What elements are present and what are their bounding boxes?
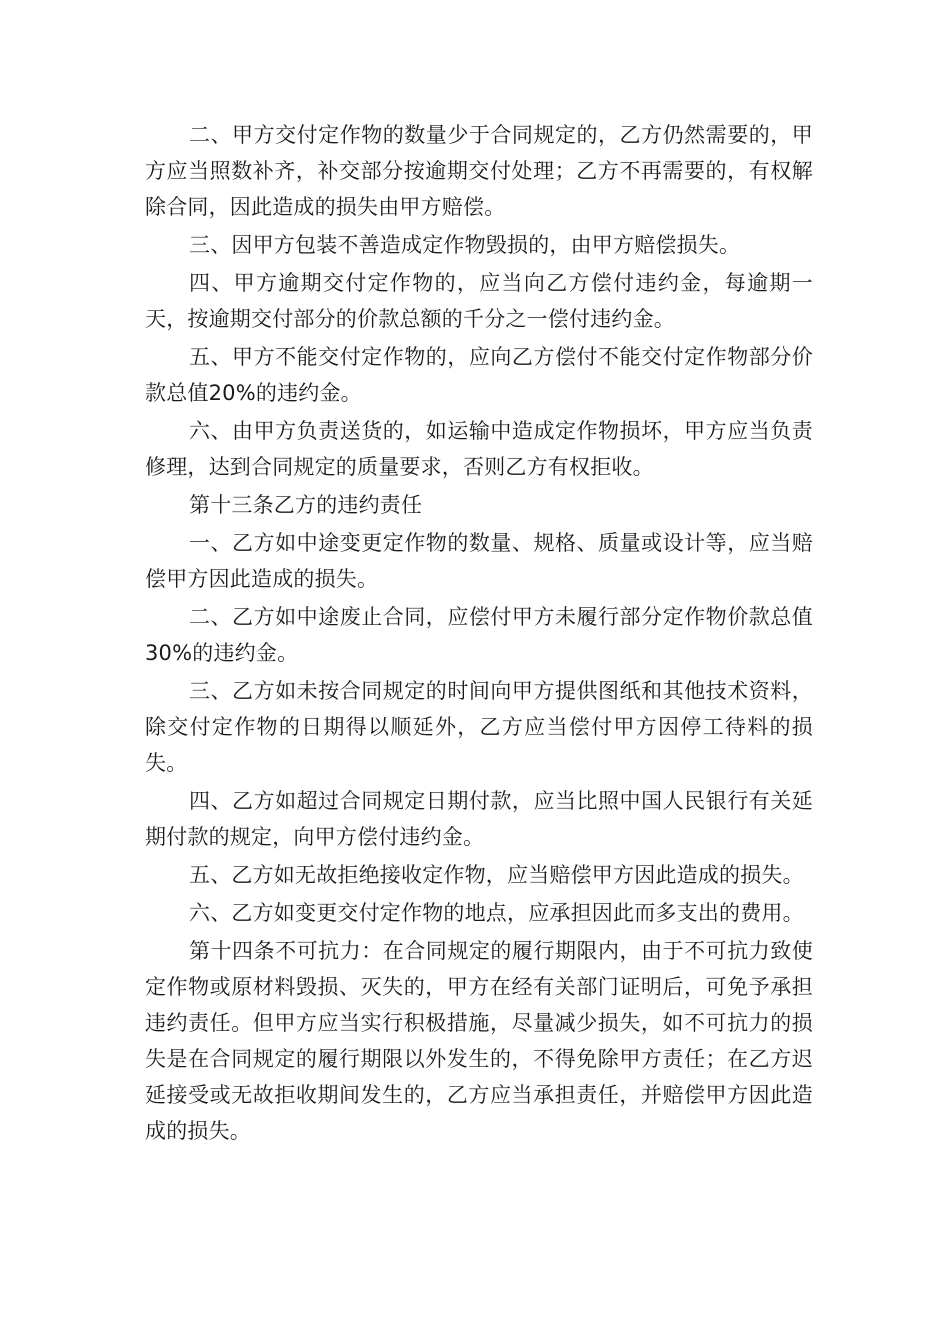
paragraph-article-12-item-3: 三、因甲方包装不善造成定作物毁损的，由甲方赔偿损失。 [189,233,741,257]
paragraph-article-14: 第十四条不可抗力：在合同规定的履行期限内，由于不可抗力致使定作物或原材料毁损、灭失的，甲方在经有关部门证明后，可免予承担违约责任。但甲方应当实行积极措施，尽量减少损失，如不可抗力的损失是在合同规定的履行期限以外发生的，不得免除甲方责任；在乙方迟延接受或无故拒收期间发生的，乙方应当承担责任，并赔偿甲方因此造成的损失。 [145,939,813,1143]
paragraph-article-13-item-3: 三、乙方如未按合同规定的时间向甲方提供图纸和其他技术资料，除交付定作物的日期得以顺延外，乙方应当偿付甲方因停工待料的损失。 [145,679,813,775]
paragraph-article-13-item-6: 六、乙方如变更交付定作物的地点，应承担因此而多支出的费用。 [189,901,804,925]
paragraph-article-13-item-1: 一、乙方如中途变更定作物的数量、规格、质量或设计等，应当赔偿甲方因此造成的损失。 [145,531,813,591]
paragraph-article-12-item-4: 四、甲方逾期交付定作物的，应当向乙方偿付违约金，每逾期一天，按逾期交付部分的价款总额的千分之一偿付违约金。 [145,271,813,331]
paragraph-article-13-item-2: 二、乙方如中途废止合同，应偿付甲方未履行部分定作物价款总值30%的违约金。 [145,605,813,665]
paragraph-article-12-item-5: 五、甲方不能交付定作物的，应向乙方偿付不能交付定作物部分价款总值20%的违约金。 [145,345,813,405]
paragraph-article-12-item-6: 六、由甲方负责送货的，如运输中造成定作物损坏，甲方应当负责修理，达到合同规定的质量要求，否则乙方有权拒收。 [145,419,813,479]
paragraph-article-12-item-2: 二、甲方交付定作物的数量少于合同规定的，乙方仍然需要的，甲方应当照数补齐，补交部分按逾期交付处理；乙方不再需要的，有权解除合同，因此造成的损失由甲方赔偿。 [145,123,813,219]
document-body [145,117,813,1151]
paragraph-article-13-item-4: 四、乙方如超过合同规定日期付款，应当比照中国人民银行有关延期付款的规定，向甲方偿付违约金。 [145,789,813,849]
paragraph-article-13-item-5: 五、乙方如无故拒绝接收定作物，应当赔偿甲方因此造成的损失。 [189,863,804,887]
heading-article-13: 第十三条乙方的违约责任 [189,493,423,517]
